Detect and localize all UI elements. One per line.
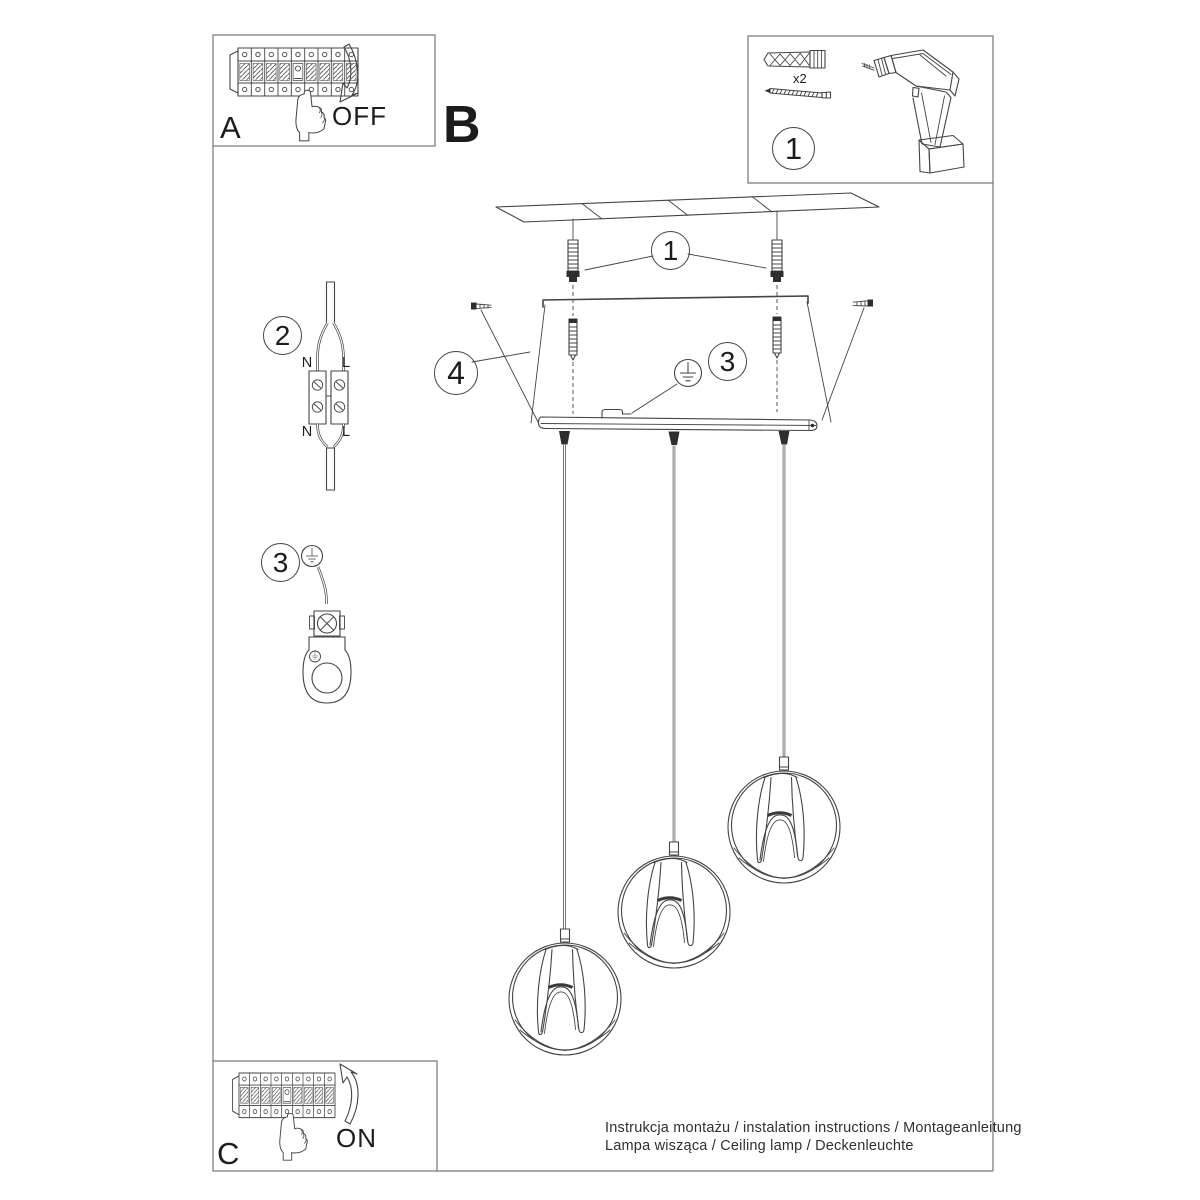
terminal-connector-detail bbox=[309, 282, 348, 490]
callout-badge-ground-small: 3 bbox=[261, 543, 300, 582]
ground-lug-detail bbox=[302, 546, 352, 704]
circuit-breaker-icon bbox=[233, 1073, 335, 1118]
arrow-up-icon bbox=[340, 1064, 358, 1124]
pendant-lamp bbox=[509, 929, 621, 1055]
tools-quantity-label: x2 bbox=[793, 71, 807, 86]
footer-line-2: Lampa wisząca / Ceiling lamp / Deckenleuchte bbox=[605, 1138, 914, 1154]
side-screw-right bbox=[822, 300, 873, 421]
pendant-lamp bbox=[728, 757, 840, 883]
off-label: OFF bbox=[332, 101, 387, 131]
pendant-lamp bbox=[618, 842, 730, 968]
side-screw-left bbox=[471, 303, 538, 423]
callout-badge-connector: 2 bbox=[263, 316, 302, 355]
screw-icon bbox=[765, 89, 831, 99]
callout-badge-canopy: 4 bbox=[434, 351, 478, 395]
mount-screw-right bbox=[773, 317, 781, 412]
callout-badge-tools: 1 bbox=[772, 127, 815, 170]
ground-lug-hook bbox=[602, 410, 631, 419]
anchor-drop-right bbox=[771, 211, 784, 314]
wire-label-n-bottom: N bbox=[301, 424, 313, 440]
canopy-outline bbox=[531, 296, 831, 423]
cord-grip bbox=[669, 432, 680, 446]
callout-badge-ground-main: 3 bbox=[708, 342, 747, 381]
wall-plug-icon bbox=[764, 51, 825, 69]
callout-4-leader bbox=[472, 352, 530, 362]
cord-grip bbox=[779, 431, 790, 445]
pointing-hand-icon bbox=[280, 1113, 307, 1160]
wire-label-l-top: L bbox=[341, 355, 351, 371]
step-c-box bbox=[213, 1061, 437, 1171]
ground-callout-main bbox=[602, 360, 702, 419]
wire-label-l-bottom: L bbox=[341, 424, 351, 440]
callout-badge-anchors: 1 bbox=[651, 231, 690, 270]
step-a-label: A bbox=[220, 110, 241, 145]
circuit-breaker-icon bbox=[230, 48, 358, 96]
anchor-drop-left bbox=[567, 219, 580, 316]
wall-anchor-icon bbox=[771, 240, 784, 282]
step-c-label: C bbox=[217, 1136, 240, 1171]
on-label: ON bbox=[336, 1123, 377, 1153]
wall-anchor-icon bbox=[567, 240, 580, 282]
mount-screw-left bbox=[569, 319, 577, 414]
footer-line-1: Instrukcja montażu / instalation instructions / Montageanleitung bbox=[605, 1120, 1022, 1136]
pointing-hand-icon bbox=[296, 90, 326, 141]
cord-grip bbox=[559, 431, 570, 445]
drill-icon bbox=[862, 50, 964, 173]
ceiling-panel bbox=[496, 193, 879, 222]
terminal-block bbox=[331, 371, 348, 424]
mounting-bar bbox=[539, 417, 818, 431]
wire-label-n-top: N bbox=[301, 355, 313, 371]
terminal-block bbox=[309, 371, 326, 424]
step-b-label: B bbox=[443, 96, 481, 154]
